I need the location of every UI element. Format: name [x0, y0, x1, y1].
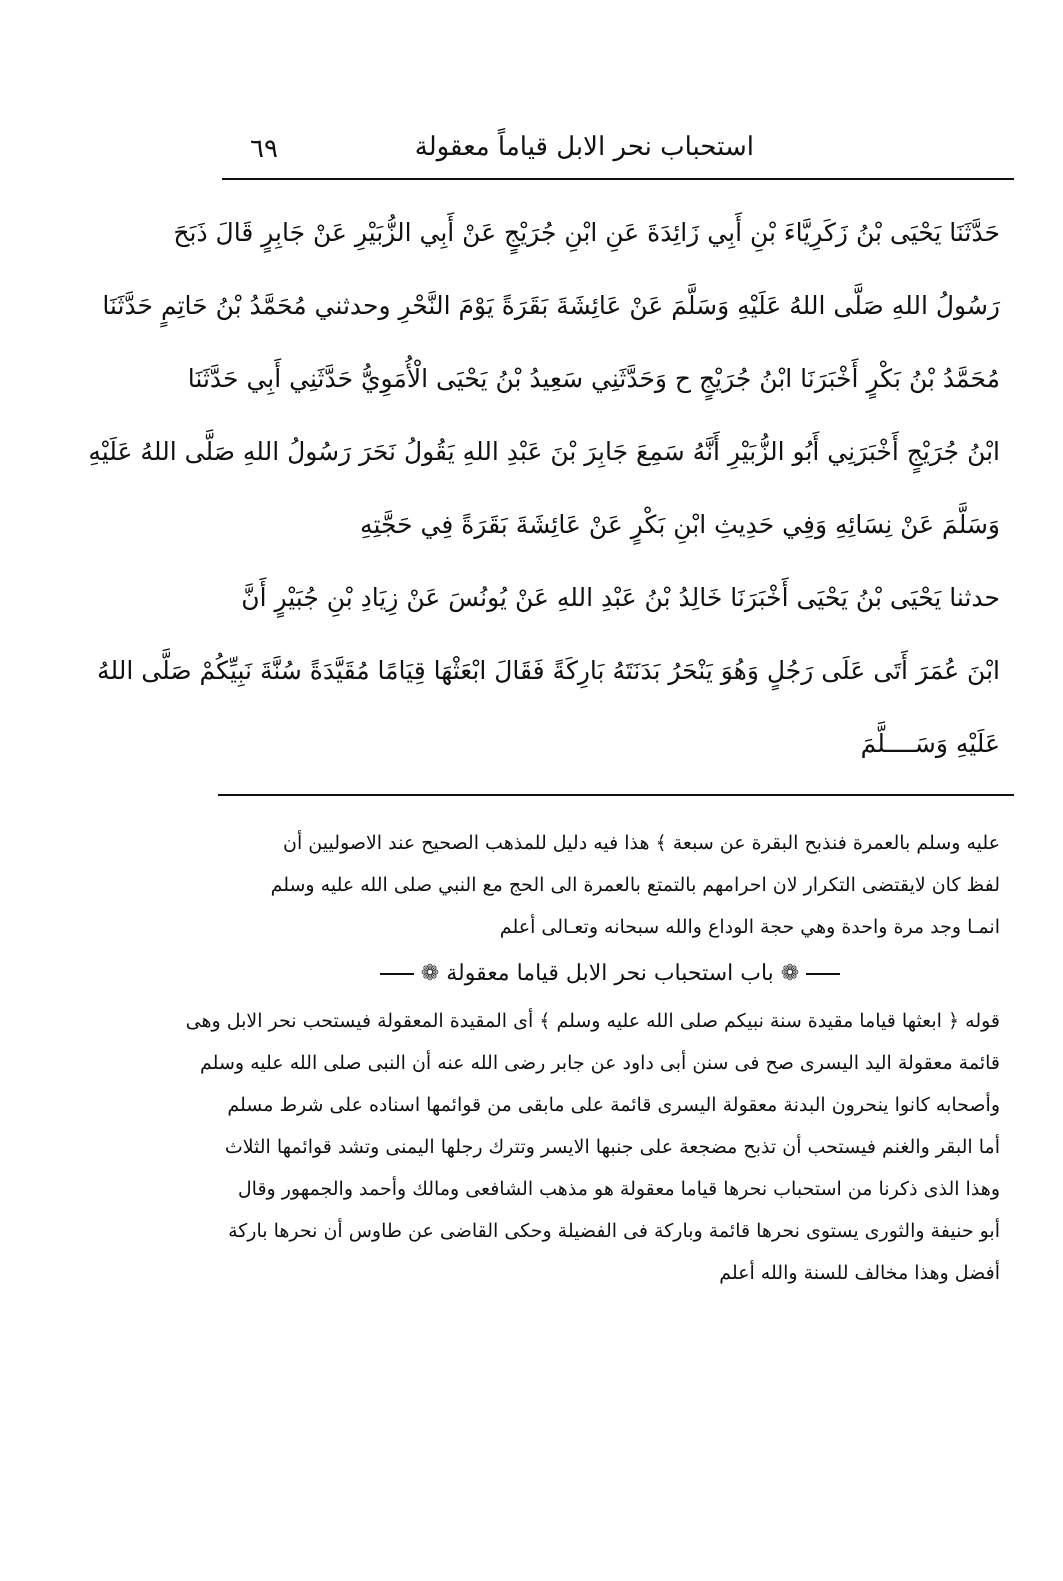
commentary-line: أفضل وهذا مخالف للسنة والله أعلم	[719, 1262, 1000, 1284]
commentary-line: أما البقر والغنم فيستحب أن تذبح مضجعة على جنبها الايسر وتترك رجلها اليمنى وتشد قوائمها الثلاث	[224, 1136, 1000, 1158]
commentary-line: قائمة معقولة اليد اليسرى صح فى سنن أبى داود عن جابر رضى الله عنه أن النبى صلى الله عليه وسلم	[200, 1052, 1000, 1074]
commentary-line: لفظ كان لايقتضى التكرار لان احرامهم بالتمتع بالعمرة الى الحج مع النبي صلى الله عليه وسلم	[270, 874, 1000, 896]
hadith-line: رَسُولُ اللهِ صَلَّى اللهُ عَلَيْهِ وَسَلَّمَ عَنْ عَائِشَةَ بَقَرَةً يَوْمَ النَّحْرِ وحدثني مُحَمَّدُ بْنُ حَاتِمٍ حَدَّثَنَا	[102, 291, 1000, 320]
section-divider	[218, 794, 1014, 796]
heading-dash	[806, 973, 840, 975]
hadith-line: حدثنا يَحْيَى بْنُ يَحْيَى أَخْبَرَنَا خَالِدُ بْنُ عَبْدِ اللهِ عَنْ يُونُسَ عَنْ زِيَادِ بْنِ جُبَيْرٍ أَنَّ	[241, 583, 1000, 612]
commentary-line: انمـا وجد مرة واحدة وهي حجة الوداع والله سبحانه وتعـالى أعلم	[499, 916, 1000, 938]
page-number: ٦٩	[250, 134, 278, 164]
ornament-icon: ❁	[420, 961, 440, 986]
section-heading-text: باب استحباب نحر الابل قياما معقولة	[446, 961, 774, 986]
running-header	[222, 128, 1014, 172]
hadith-line: حَدَّثَنَا يَحْيَى بْنُ زَكَرِيَّاءَ بْنِ أَبِي زَائِدَةَ عَنِ ابْنِ جُرَيْجٍ عَنْ أَبِي الزُّبَيْرِ عَنْ جَابِرٍ قَالَ ذَبَحَ	[173, 218, 1000, 247]
hadith-line: وَسَلَّمَ عَنْ نِسَائِهِ وَفِي حَدِيثِ ابْنِ بَكْرٍ عَنْ عَائِشَةَ بَقَرَةً فِي حَجَّتِهِ	[360, 510, 1000, 539]
commentary-line: أبو حنيفة والثورى يستوى نحرها قائمة وباركة فى الفضيلة وحكى القاضى عن طاوس أن نحرها باركة	[228, 1220, 1000, 1242]
hadith-text-block	[88, 196, 1000, 780]
heading-dash	[380, 973, 414, 975]
ornament-icon: ❁	[780, 961, 800, 986]
commentary-line: عليه وسلم بالعمرة فنذبح البقرة عن سبعة ﴾ هذا فيه دليل للمذهب الصحيح عند الاصوليين أن	[283, 832, 1000, 854]
commentary-line: وأصحابه كانوا ينحرون البدنة معقولة اليسرى قائمة على مابقى من قوائمها اسناده على شرط مسلم	[227, 1094, 1000, 1116]
hadith-line: عَلَيْهِ وَسَــــلَّمَ	[860, 729, 1000, 758]
hadith-line: ابْنُ جُرَيْجٍ أَخْبَرَنِي أَبُو الزُّبَيْرِ أَنَّهُ سَمِعَ جَابِرَ بْنَ عَبْدِ اللهِ يَقُولُ نَحَرَ رَسُولُ اللهِ صَلَّى اللهُ عَلَيْهِ	[88, 437, 1000, 466]
commentary-line: قوله ﴿ ابعثها قياما مقيدة سنة نبيكم صلى الله عليه وسلم ﴾ أى المقيدة المعقولة فيستحب نحر الابل وهى	[185, 1010, 1000, 1032]
commentary-line: وهذا الذى ذكرنا من استحباب نحرها قياما معقولة هو مذهب الشافعى ومالك وأحمد والجمهور وقال	[237, 1178, 1000, 1200]
header-title: استحباب نحر الابل قياماً معقولة	[414, 132, 754, 162]
section-heading	[220, 948, 1000, 1000]
commentary-block	[185, 822, 1000, 1294]
hadith-line: ابْنَ عُمَرَ أَتَى عَلَى رَجُلٍ وَهُوَ يَنْحَرُ بَدَنَتَهُ بَارِكَةً فَقَالَ ابْعَثْهَا قِيَامًا مُقَيَّدَةً سُنَّةَ نَبِيِّكُمْ صَلَّى اللهُ	[97, 656, 1000, 685]
header-rule	[222, 178, 1014, 180]
hadith-line: مُحَمَّدُ بْنُ بَكْرٍ أَخْبَرَنَا ابْنُ جُرَيْجٍ ح وَحَدَّثَنِي سَعِيدُ بْنُ يَحْيَى الْأُمَوِيُّ حَدَّثَنِي أَبِي حَدَّثَنَا	[187, 364, 1000, 393]
